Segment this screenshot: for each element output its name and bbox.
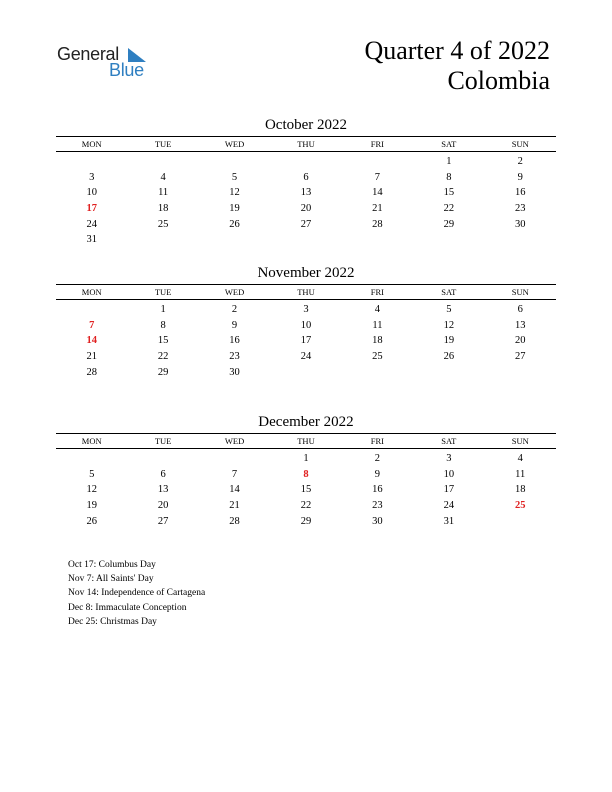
week-row <box>56 201 556 217</box>
week-row <box>56 451 556 467</box>
weekday-header: WED <box>224 436 245 446</box>
weekday-header: FRI <box>370 436 385 446</box>
month-title: November 2022 <box>257 265 355 281</box>
day-cell: 3 <box>303 304 309 316</box>
week-row <box>56 467 556 483</box>
page-title <box>364 36 550 96</box>
day-cell: 30 <box>229 366 240 378</box>
weekday-header-row <box>56 137 556 152</box>
day-cell: 21 <box>372 203 383 215</box>
day-cell: 27 <box>157 515 169 527</box>
day-cell: 24 <box>443 500 455 512</box>
weekday-header: THU <box>297 287 315 297</box>
day-cell: 22 <box>443 203 455 215</box>
day-cell: 23 <box>229 351 240 363</box>
day-cell: 30 <box>514 218 526 230</box>
weekday-header: TUE <box>154 139 172 149</box>
day-cell: 4 <box>160 171 166 183</box>
day-cell: 28 <box>229 515 240 527</box>
day-cell: 15 <box>300 484 312 496</box>
day-cell: 29 <box>157 366 169 378</box>
weekday-header: SUN <box>511 436 529 446</box>
day-cell: 28 <box>86 366 97 378</box>
day-cell: 12 <box>443 319 455 331</box>
day-cell: 13 <box>514 319 526 331</box>
day-cell: 11 <box>158 187 169 199</box>
day-cell: 17 <box>86 203 97 215</box>
day-cell: 11 <box>515 468 526 480</box>
holiday-note: Nov 14: Independence of Cartagena <box>68 588 206 599</box>
day-cell: 6 <box>303 171 309 183</box>
day-cell: 13 <box>300 187 312 199</box>
month-october <box>56 116 556 248</box>
day-cell: 13 <box>157 484 169 496</box>
day-cell: 26 <box>229 218 240 230</box>
weekday-header: WED <box>224 139 245 149</box>
day-cell: 8 <box>160 319 166 331</box>
weekday-header: THU <box>297 436 315 446</box>
weekday-header: TUE <box>154 436 172 446</box>
weekday-header: WED <box>224 287 245 297</box>
weekday-header: THU <box>297 139 315 149</box>
day-cell: 9 <box>374 468 381 480</box>
day-cell: 15 <box>443 187 455 199</box>
day-cell: 27 <box>514 351 526 363</box>
day-cell: 16 <box>514 187 526 199</box>
day-cell: 7 <box>374 171 381 183</box>
day-cell: 4 <box>517 453 523 465</box>
day-cell: 12 <box>86 484 97 496</box>
logo-text-general: General <box>57 44 119 64</box>
day-cell: 14 <box>86 335 97 347</box>
day-cell: 18 <box>514 484 526 496</box>
week-row <box>56 216 556 232</box>
day-cell: 21 <box>86 351 97 363</box>
week-row <box>56 349 556 365</box>
title-quarter: Quarter 4 of 2022 <box>364 36 550 65</box>
day-cell: 29 <box>443 218 455 230</box>
day-cell: 23 <box>372 500 383 512</box>
week-row <box>56 498 556 514</box>
day-cell: 17 <box>443 484 455 496</box>
day-cell: 25 <box>514 500 526 512</box>
day-cell: 3 <box>89 171 95 183</box>
day-cell: 12 <box>229 187 240 199</box>
day-cell: 2 <box>231 304 238 316</box>
weekday-header: MON <box>81 139 102 149</box>
weekday-header: SAT <box>441 436 457 446</box>
day-cell: 19 <box>443 335 455 347</box>
day-cell: 5 <box>231 171 238 183</box>
day-cell: 6 <box>160 468 166 480</box>
day-cell: 14 <box>229 484 240 496</box>
day-cell: 10 <box>443 468 455 480</box>
month-title: October 2022 <box>264 117 348 133</box>
generalblue-logo <box>57 44 157 84</box>
weekday-header: TUE <box>154 287 172 297</box>
day-cell: 2 <box>517 156 523 168</box>
day-cell: 31 <box>443 515 455 527</box>
day-cell: 24 <box>300 351 312 363</box>
day-cell: 24 <box>86 218 97 230</box>
day-cell: 4 <box>374 304 381 316</box>
holiday-note: Nov 7: All Saints' Day <box>68 574 154 585</box>
day-cell: 18 <box>157 203 169 215</box>
weekday-header: MON <box>81 436 102 446</box>
day-cell: 8 <box>446 171 452 183</box>
day-cell: 15 <box>157 335 169 347</box>
day-cell: 5 <box>446 304 452 316</box>
month-november <box>56 264 556 380</box>
week-row <box>56 482 556 498</box>
day-cell: 29 <box>300 515 312 527</box>
week-row <box>56 170 556 186</box>
day-cell: 9 <box>231 319 238 331</box>
day-cell: 9 <box>517 171 523 183</box>
day-cell: 20 <box>157 500 169 512</box>
day-cell: 23 <box>514 203 526 215</box>
day-cell: 1 <box>446 156 452 168</box>
holiday-list <box>68 558 205 629</box>
week-row <box>56 513 556 529</box>
day-cell: 18 <box>372 335 383 347</box>
day-cell: 22 <box>300 500 312 512</box>
weekday-header: SAT <box>441 139 457 149</box>
holiday-note: Dec 8: Immaculate Conception <box>68 602 187 613</box>
day-cell: 3 <box>446 453 452 465</box>
week-row <box>56 318 556 334</box>
week-row <box>56 185 556 201</box>
day-cell: 2 <box>374 453 381 465</box>
day-cell: 1 <box>303 453 309 465</box>
day-cell: 1 <box>160 304 166 316</box>
week-row <box>56 364 556 380</box>
logo-text-blue: Blue <box>109 60 144 80</box>
month-december <box>56 413 556 529</box>
week-row <box>56 232 556 248</box>
day-cell: 28 <box>372 218 383 230</box>
day-cell: 16 <box>229 335 240 347</box>
weekday-header: SUN <box>511 287 529 297</box>
weekday-header-row <box>56 434 556 449</box>
weekday-header-row <box>56 285 556 300</box>
day-cell: 7 <box>231 468 238 480</box>
week-row <box>56 302 556 318</box>
day-cell: 25 <box>372 351 383 363</box>
day-cell: 6 <box>517 304 523 316</box>
day-cell: 27 <box>300 218 312 230</box>
weekday-header: SAT <box>441 287 457 297</box>
day-cell: 16 <box>372 484 383 496</box>
day-cell: 10 <box>86 187 97 199</box>
day-cell: 19 <box>86 500 97 512</box>
day-cell: 11 <box>372 319 383 331</box>
month-title: December 2022 <box>258 414 354 430</box>
day-cell: 20 <box>514 335 526 347</box>
title-country: Colombia <box>447 66 550 95</box>
holiday-note: Oct 17: Columbus Day <box>68 560 156 570</box>
weekday-header: FRI <box>370 287 385 297</box>
day-cell: 19 <box>229 203 240 215</box>
day-cell: 17 <box>300 335 312 347</box>
day-cell: 8 <box>303 468 309 480</box>
week-row <box>56 333 556 349</box>
day-cell: 7 <box>89 319 95 331</box>
weekday-header: SUN <box>511 139 529 149</box>
week-row <box>56 154 556 170</box>
day-cell: 26 <box>443 351 455 363</box>
day-cell: 5 <box>89 468 95 480</box>
day-cell: 31 <box>86 234 97 246</box>
day-cell: 25 <box>157 218 169 230</box>
day-cell: 10 <box>300 319 312 331</box>
day-cell: 14 <box>372 187 383 199</box>
holiday-note: Dec 25: Christmas Day <box>68 616 157 627</box>
day-cell: 21 <box>229 500 240 512</box>
day-cell: 30 <box>372 515 383 527</box>
day-cell: 26 <box>86 515 97 527</box>
day-cell: 20 <box>300 203 312 215</box>
weekday-header: MON <box>81 287 102 297</box>
weekday-header: FRI <box>370 139 385 149</box>
day-cell: 22 <box>157 351 169 363</box>
